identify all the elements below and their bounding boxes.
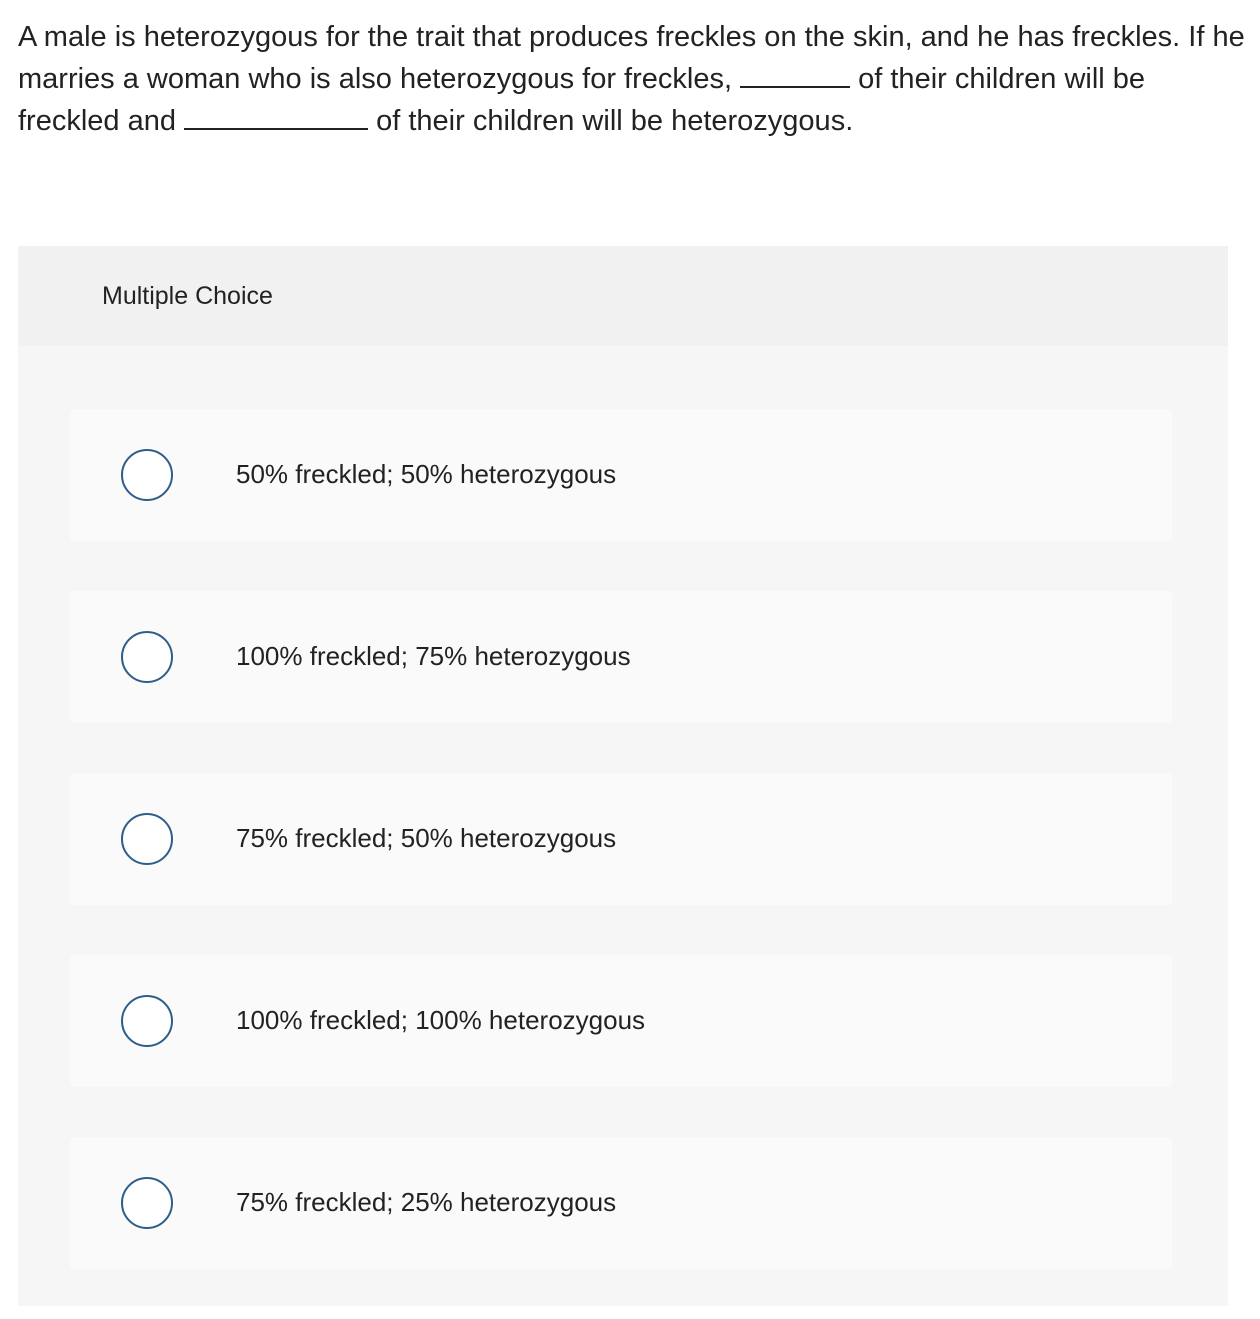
panel-title: Multiple Choice — [102, 282, 273, 310]
answer-option-3[interactable] — [70, 773, 1172, 905]
answer-options — [70, 409, 1172, 1319]
radio-button-icon[interactable] — [121, 813, 173, 865]
answer-option-label: 100% freckled; 100% heterozygous — [236, 1005, 646, 1035]
radio-button-icon[interactable] — [121, 995, 173, 1047]
answer-option-1[interactable] — [70, 409, 1172, 541]
answer-option-label: 75% freckled; 50% heterozygous — [236, 823, 617, 853]
question-part-2: of their children will be freckled and — [18, 63, 1146, 137]
answer-option-2[interactable] — [70, 591, 1172, 723]
answer-option-4[interactable] — [70, 955, 1172, 1087]
answer-blank-1 — [740, 60, 850, 88]
radio-button-icon[interactable] — [121, 1177, 173, 1229]
answer-option-label: 75% freckled; 25% heterozygous — [236, 1187, 617, 1217]
answer-option-5[interactable] — [70, 1137, 1172, 1269]
radio-button-icon[interactable] — [121, 449, 173, 501]
question-part-3: of their children will be heterozygous. — [368, 105, 854, 137]
question-part-1: A male is heterozygous for the trait that produces freckles on the skin, and he has freckles. If he marries a woman who is also heterozygous for freckles, — [18, 21, 1245, 95]
answer-option-label: 100% freckled; 75% heterozygous — [236, 641, 631, 671]
radio-button-icon[interactable] — [121, 631, 173, 683]
question-text — [18, 16, 1248, 142]
panel-header — [18, 246, 1228, 346]
answer-blank-2 — [184, 102, 368, 130]
answer-option-label: 50% freckled; 50% heterozygous — [236, 459, 617, 489]
